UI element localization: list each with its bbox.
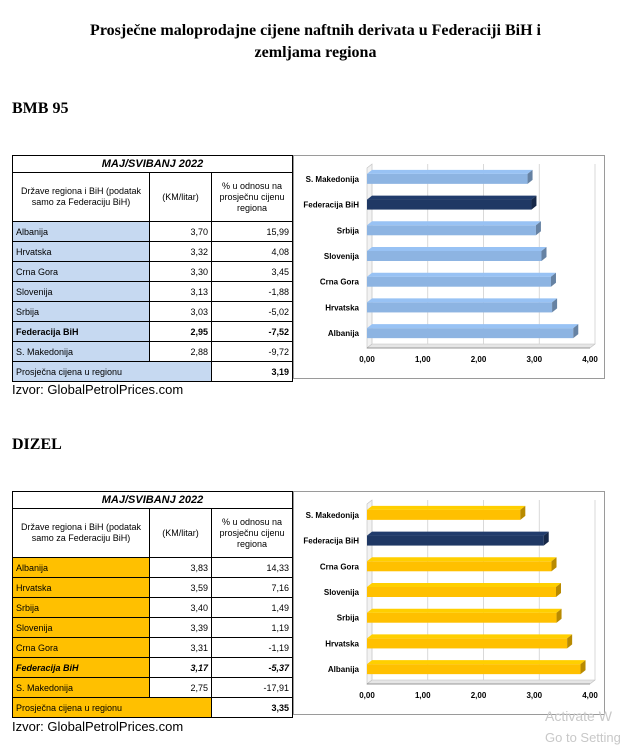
bar-top-face — [367, 196, 536, 200]
cell-percent: -1,88 — [212, 282, 293, 302]
bar — [367, 510, 520, 520]
chart-canvas-bmb95 — [294, 156, 604, 378]
cell-country: Srbija — [13, 598, 150, 618]
table-row — [13, 222, 293, 242]
table-row — [13, 282, 293, 302]
x-tick-label: 1,00 — [414, 691, 431, 700]
cell-country: Slovenija — [13, 282, 150, 302]
bar-top-face — [367, 324, 578, 328]
bar-top-face — [367, 506, 525, 510]
category-label: Slovenija — [323, 588, 359, 597]
category-label: Crna Gora — [319, 562, 359, 572]
cell-percent: 14,33 — [212, 558, 293, 578]
footer-average-value: 3,19 — [212, 362, 293, 382]
bar-top-face — [367, 634, 572, 638]
bar — [367, 613, 557, 623]
cell-percent: -1,19 — [212, 638, 293, 658]
category-label: Albanija — [327, 329, 359, 339]
column-header-percent: % u odnosu na prosječnu cijenu regiona — [212, 173, 293, 222]
bar — [367, 277, 551, 287]
cell-price: 3,30 — [150, 262, 212, 282]
table-row — [13, 598, 293, 618]
category-label: Srbija — [336, 226, 359, 236]
column-header-country: Države regiona i BiH (podatak samo za Federaciju BiH) — [13, 173, 150, 222]
bar-chart-dizel — [293, 491, 605, 715]
cell-percent: -17,91 — [212, 678, 293, 698]
table-row — [13, 578, 293, 598]
cell-price: 3,17 — [150, 658, 212, 678]
cell-country: Crna Gora — [13, 262, 150, 282]
table-row — [13, 342, 293, 362]
category-label: Srbija — [336, 613, 359, 623]
footer-average-value: 3,35 — [212, 698, 293, 718]
cell-price: 3,83 — [150, 558, 212, 578]
page-title — [0, 20, 631, 64]
cell-percent: 1,19 — [212, 618, 293, 638]
activation-watermark-line1: Activate W — [545, 708, 612, 724]
bar-top-face — [367, 609, 562, 613]
cell-percent: 1,49 — [212, 598, 293, 618]
cell-price: 2,75 — [150, 678, 212, 698]
cell-percent: -5,02 — [212, 302, 293, 322]
cell-country: Crna Gora — [13, 638, 150, 658]
bar — [367, 561, 552, 571]
cell-country: Albanija — [13, 222, 150, 242]
bar-top-face — [367, 221, 541, 225]
bar-top-face — [367, 583, 561, 587]
cell-country: S. Makedonija — [13, 342, 150, 362]
bar — [367, 302, 552, 312]
footer-label: Prosječna cijena u regionu — [13, 698, 212, 718]
table-row — [13, 322, 293, 342]
table-row — [13, 618, 293, 638]
bar — [367, 328, 573, 338]
category-label: Hrvatska — [325, 639, 359, 649]
category-label: Albanija — [327, 665, 359, 675]
cell-percent: 3,45 — [212, 262, 293, 282]
bar-top-face — [367, 247, 546, 251]
cell-country: Federacija BiH — [13, 322, 150, 342]
bar-top-face — [367, 557, 557, 561]
cell-percent: 7,16 — [212, 578, 293, 598]
bar-top-face — [367, 170, 533, 174]
table-period-header: MAJ/SVIBANJ 2022 — [13, 156, 293, 173]
category-label: Crna Gora — [319, 277, 359, 287]
cell-price: 3,13 — [150, 282, 212, 302]
cell-percent: -9,72 — [212, 342, 293, 362]
chart-floor — [367, 344, 595, 348]
bar-top-face — [367, 660, 586, 664]
bar — [367, 587, 556, 597]
cell-price: 3,39 — [150, 618, 212, 638]
bar-top-face — [367, 532, 549, 536]
table-row — [13, 242, 293, 262]
x-tick-label: 2,00 — [470, 355, 487, 364]
table-row — [13, 638, 293, 658]
table-row — [13, 262, 293, 282]
bar — [367, 664, 581, 674]
cell-country: Hrvatska — [13, 578, 150, 598]
category-label: Federacija BiH — [303, 200, 359, 210]
column-header-price: (KM/litar) — [150, 173, 212, 222]
cell-country: Srbija — [13, 302, 150, 322]
x-tick-label: 1,00 — [414, 355, 431, 364]
title-line-1: Prosječne maloprodajne cijene naftnih derivata u Federaciji BiH i — [90, 22, 541, 39]
cell-price: 3,03 — [150, 302, 212, 322]
x-tick-label: 0,00 — [359, 691, 375, 700]
column-header-percent: % u odnosu na prosječnu cijenu regiona — [212, 509, 293, 558]
cell-price: 3,59 — [150, 578, 212, 598]
cell-country: Albanija — [13, 558, 150, 578]
cell-percent: 15,99 — [212, 222, 293, 242]
cell-country: Hrvatska — [13, 242, 150, 262]
bar — [367, 174, 528, 184]
chart-canvas-dizel — [294, 492, 604, 714]
cell-price: 3,31 — [150, 638, 212, 658]
bar — [367, 536, 544, 546]
bar — [367, 638, 567, 648]
title-line-2: zemljama regiona — [254, 44, 377, 61]
table-row — [13, 678, 293, 698]
source-note-bmb95: Izvor: GlobalPetrolPrices.com — [12, 382, 184, 397]
table-period-header: MAJ/SVIBANJ 2022 — [13, 492, 293, 509]
column-header-country: Države regiona i BiH (podatak samo za Federaciju BiH) — [13, 509, 150, 558]
category-label: S. Makedonija — [305, 174, 359, 184]
table-row — [13, 302, 293, 322]
category-label: Slovenija — [323, 252, 359, 261]
bar-chart-bmb95 — [293, 155, 605, 379]
bar — [367, 251, 541, 261]
bar-top-face — [367, 273, 556, 277]
chart-floor — [367, 680, 595, 684]
cell-country: S. Makedonija — [13, 678, 150, 698]
x-tick-label: 3,00 — [526, 355, 543, 364]
price-table-dizel — [12, 491, 293, 718]
bar-top-face — [367, 298, 557, 302]
bar — [367, 225, 536, 235]
cell-price: 3,40 — [150, 598, 212, 618]
section-heading-bmb95: BMB 95 — [12, 100, 69, 117]
table-row — [13, 658, 293, 678]
price-table-bmb95 — [12, 155, 293, 382]
bar — [367, 200, 531, 210]
x-tick-label: 0,00 — [359, 355, 375, 364]
column-header-price: (KM/litar) — [150, 509, 212, 558]
category-label: S. Makedonija — [305, 510, 359, 520]
category-label: Federacija BiH — [303, 536, 359, 546]
cell-percent: 4,08 — [212, 242, 293, 262]
table-row — [13, 558, 293, 578]
x-tick-label: 3,00 — [526, 691, 543, 700]
x-tick-label: 2,00 — [470, 691, 487, 700]
x-tick-label: 4,00 — [582, 691, 598, 700]
cell-percent: -5,37 — [212, 658, 293, 678]
source-note-dizel: Izvor: GlobalPetrolPrices.com — [12, 719, 184, 734]
footer-label: Prosječna cijena u regionu — [13, 362, 212, 382]
x-tick-label: 4,00 — [582, 355, 598, 364]
cell-price: 3,32 — [150, 242, 212, 262]
cell-price: 3,70 — [150, 222, 212, 242]
category-label: Hrvatska — [325, 303, 359, 313]
cell-country: Slovenija — [13, 618, 150, 638]
cell-percent: -7,52 — [212, 322, 293, 342]
activation-watermark-line2: Go to Setting — [545, 730, 621, 745]
cell-price: 2,95 — [150, 322, 212, 342]
cell-country: Federacija BiH — [13, 658, 150, 678]
section-heading-dizel: DIZEL — [12, 436, 62, 453]
cell-price: 2,88 — [150, 342, 212, 362]
